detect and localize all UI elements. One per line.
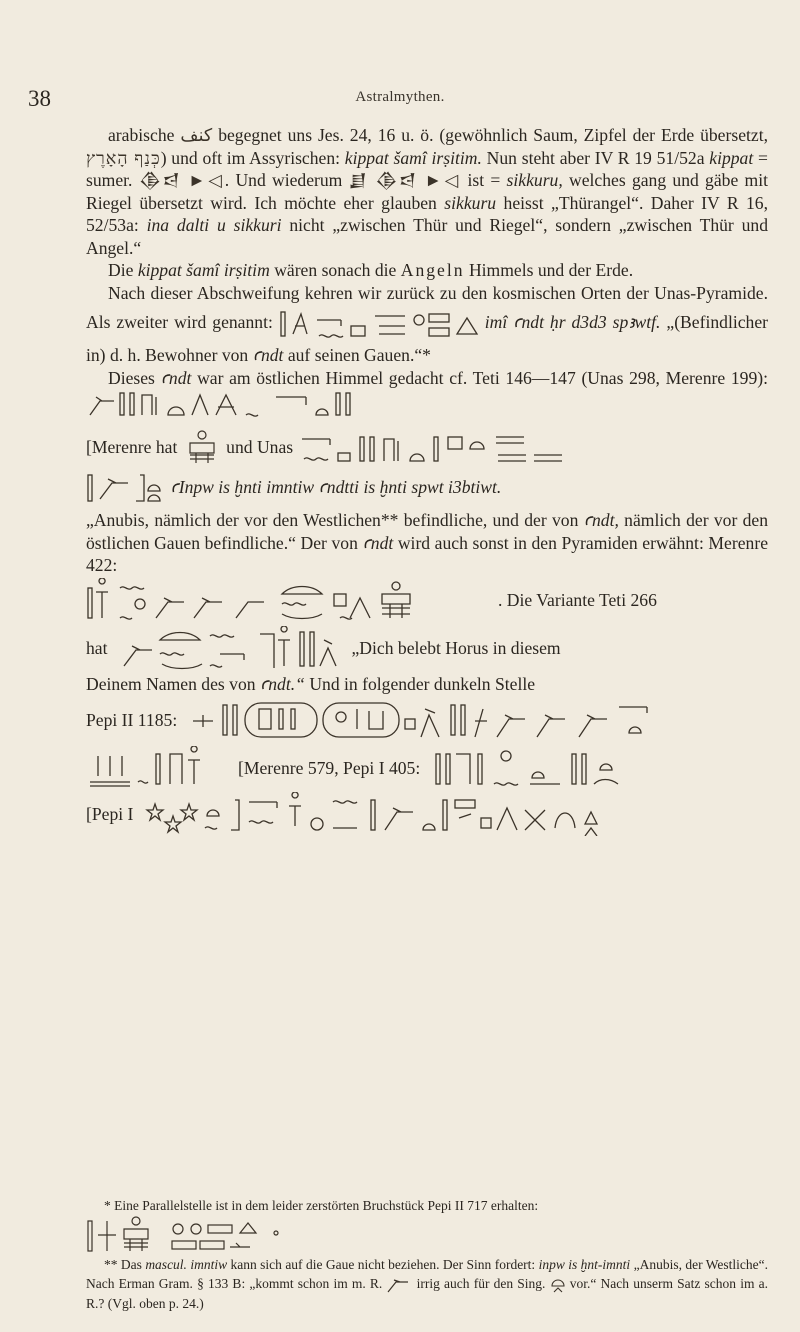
footnote-hieroglyphs bbox=[86, 1215, 768, 1255]
arabic-word: كنف bbox=[180, 125, 213, 145]
hieroglyph-group-icon bbox=[432, 746, 632, 790]
paragraph-kippat: arabische كنف begegnet uns Jes. 24, 16 u. ö. (gewöhnlich Saum, Zipfel der Erde übersetzt, כְּנַף הָאָרֶץ) und oft im Assyrischen: kippat šamî irṣitim. Nun steht aber IV R 19 51/52a kippat = sumer. 𒆠𒁀 ►◁. Und wiederum 𒋗 𒆠𒁀 ►◁ ist = sikkuru, welches gang und gäbe mit Riegel übersetzt wird. Ich möchte eher glauben sikkuru heisst „Thürangel“. Daher IV R 16, 52/53a: ina dalti u sikkuri nicht „zwischen Thür und Riegel“, sondern „zwischen Thür und Angel.“ bbox=[86, 125, 769, 258]
page-number: 38 bbox=[28, 86, 51, 111]
paragraph-unas: Nach dieser Abschweifung kehren wir zurück zu den kosmischen Orten der Unas-Pyramide. Als zweiter wird genannt: imî ꜥndt ḥr d3d3 spꜣwtf. „(Befindlicher in) d. h. Bewohner von ꜥndt auf seinen Gauen.“* bbox=[86, 282, 768, 365]
hieroglyph-group-icon bbox=[86, 746, 226, 790]
cuneiform-sign: 𒋗 𒆠𒁀 ►◁ bbox=[348, 170, 462, 190]
footnote-hieroglyph-icon bbox=[86, 1215, 326, 1255]
jackal-hieroglyph-icon bbox=[386, 1276, 412, 1294]
hieroglyph-group-icon bbox=[86, 469, 166, 509]
footnote-2: ** Das mascul. imntiw kann sich auf die Gaue nicht beziehen. Der Sinn fordert: inpw is ḫnt-imnti „Anubis, der Westliche“. Nach Erman Gram. § 133 B: „kommt schon im m. R. irrig auch für den Sing. vor.“ Nach unserm Satz schon im a. R.? (Vgl. oben p. 24.) bbox=[86, 1257, 769, 1311]
hieroglyph-group-icon bbox=[86, 578, 486, 624]
paragraph-dieses: Dieses ꜥndt war am östlichen Himmel gedacht cf. Teti 146—147 (Unas 298, Merenre 199): [Merenre hat und Unas ꜥInpw is ḫnti imntiw ꜥndtti is ḫnti spwt i3btiwt. bbox=[86, 367, 768, 510]
hieroglyph-line: [Pepi I bbox=[86, 791, 768, 837]
paragraph-dunkel: Deinem Namen des von ꜥndt.“ Und in folgender dunkeln Stelle bbox=[86, 673, 536, 694]
hieroglyph-line: hat „Dich belebt Horus in diesem bbox=[86, 625, 768, 673]
main-text bbox=[86, 124, 768, 837]
paragraph-angeln: Die kippat šamî irṣitim wären sonach die Angeln Himmels und der Erde. bbox=[108, 260, 634, 280]
running-title: Astralmythen. bbox=[355, 89, 445, 105]
hieroglyph-line: Pepi II 1185: bbox=[86, 695, 768, 745]
hieroglyph-line: . Die Variante Teti 266 bbox=[86, 577, 768, 625]
plural-marker-icon bbox=[550, 1276, 566, 1294]
paragraph-anubis: „Anubis, nämlich der vor den Westlichen** befindliche, und der von ꜥndt, nämlich der vor den östlichen Gauen befindliche.“ Der von ꜥndt wird auch sonst in den Pyramiden erwähnt: Merenre 422: bbox=[86, 510, 768, 575]
cartouche-group-icon bbox=[189, 697, 709, 743]
star-hieroglyph-group-icon bbox=[145, 792, 705, 836]
hieroglyph-line: [Merenre 579, Pepi I 405: bbox=[86, 745, 768, 791]
footnotes bbox=[86, 1196, 768, 1313]
hieroglyph-group-icon bbox=[298, 429, 568, 469]
cuneiform-sign: 𒆠𒁀 ►◁ bbox=[138, 170, 225, 190]
hieroglyph-group-icon bbox=[182, 429, 222, 469]
hieroglyph-group-icon bbox=[86, 389, 356, 429]
page-header bbox=[0, 86, 800, 114]
footnote-1: * Eine Parallelstelle ist in dem leider zerstörten Bruchstück Pepi II 717 erhalten: bbox=[104, 1198, 539, 1213]
hieroglyph-group-icon bbox=[120, 626, 340, 672]
hebrew-phrase: כְּנַף הָאָרֶץ bbox=[86, 147, 161, 168]
hieroglyph-group-icon bbox=[279, 304, 479, 344]
